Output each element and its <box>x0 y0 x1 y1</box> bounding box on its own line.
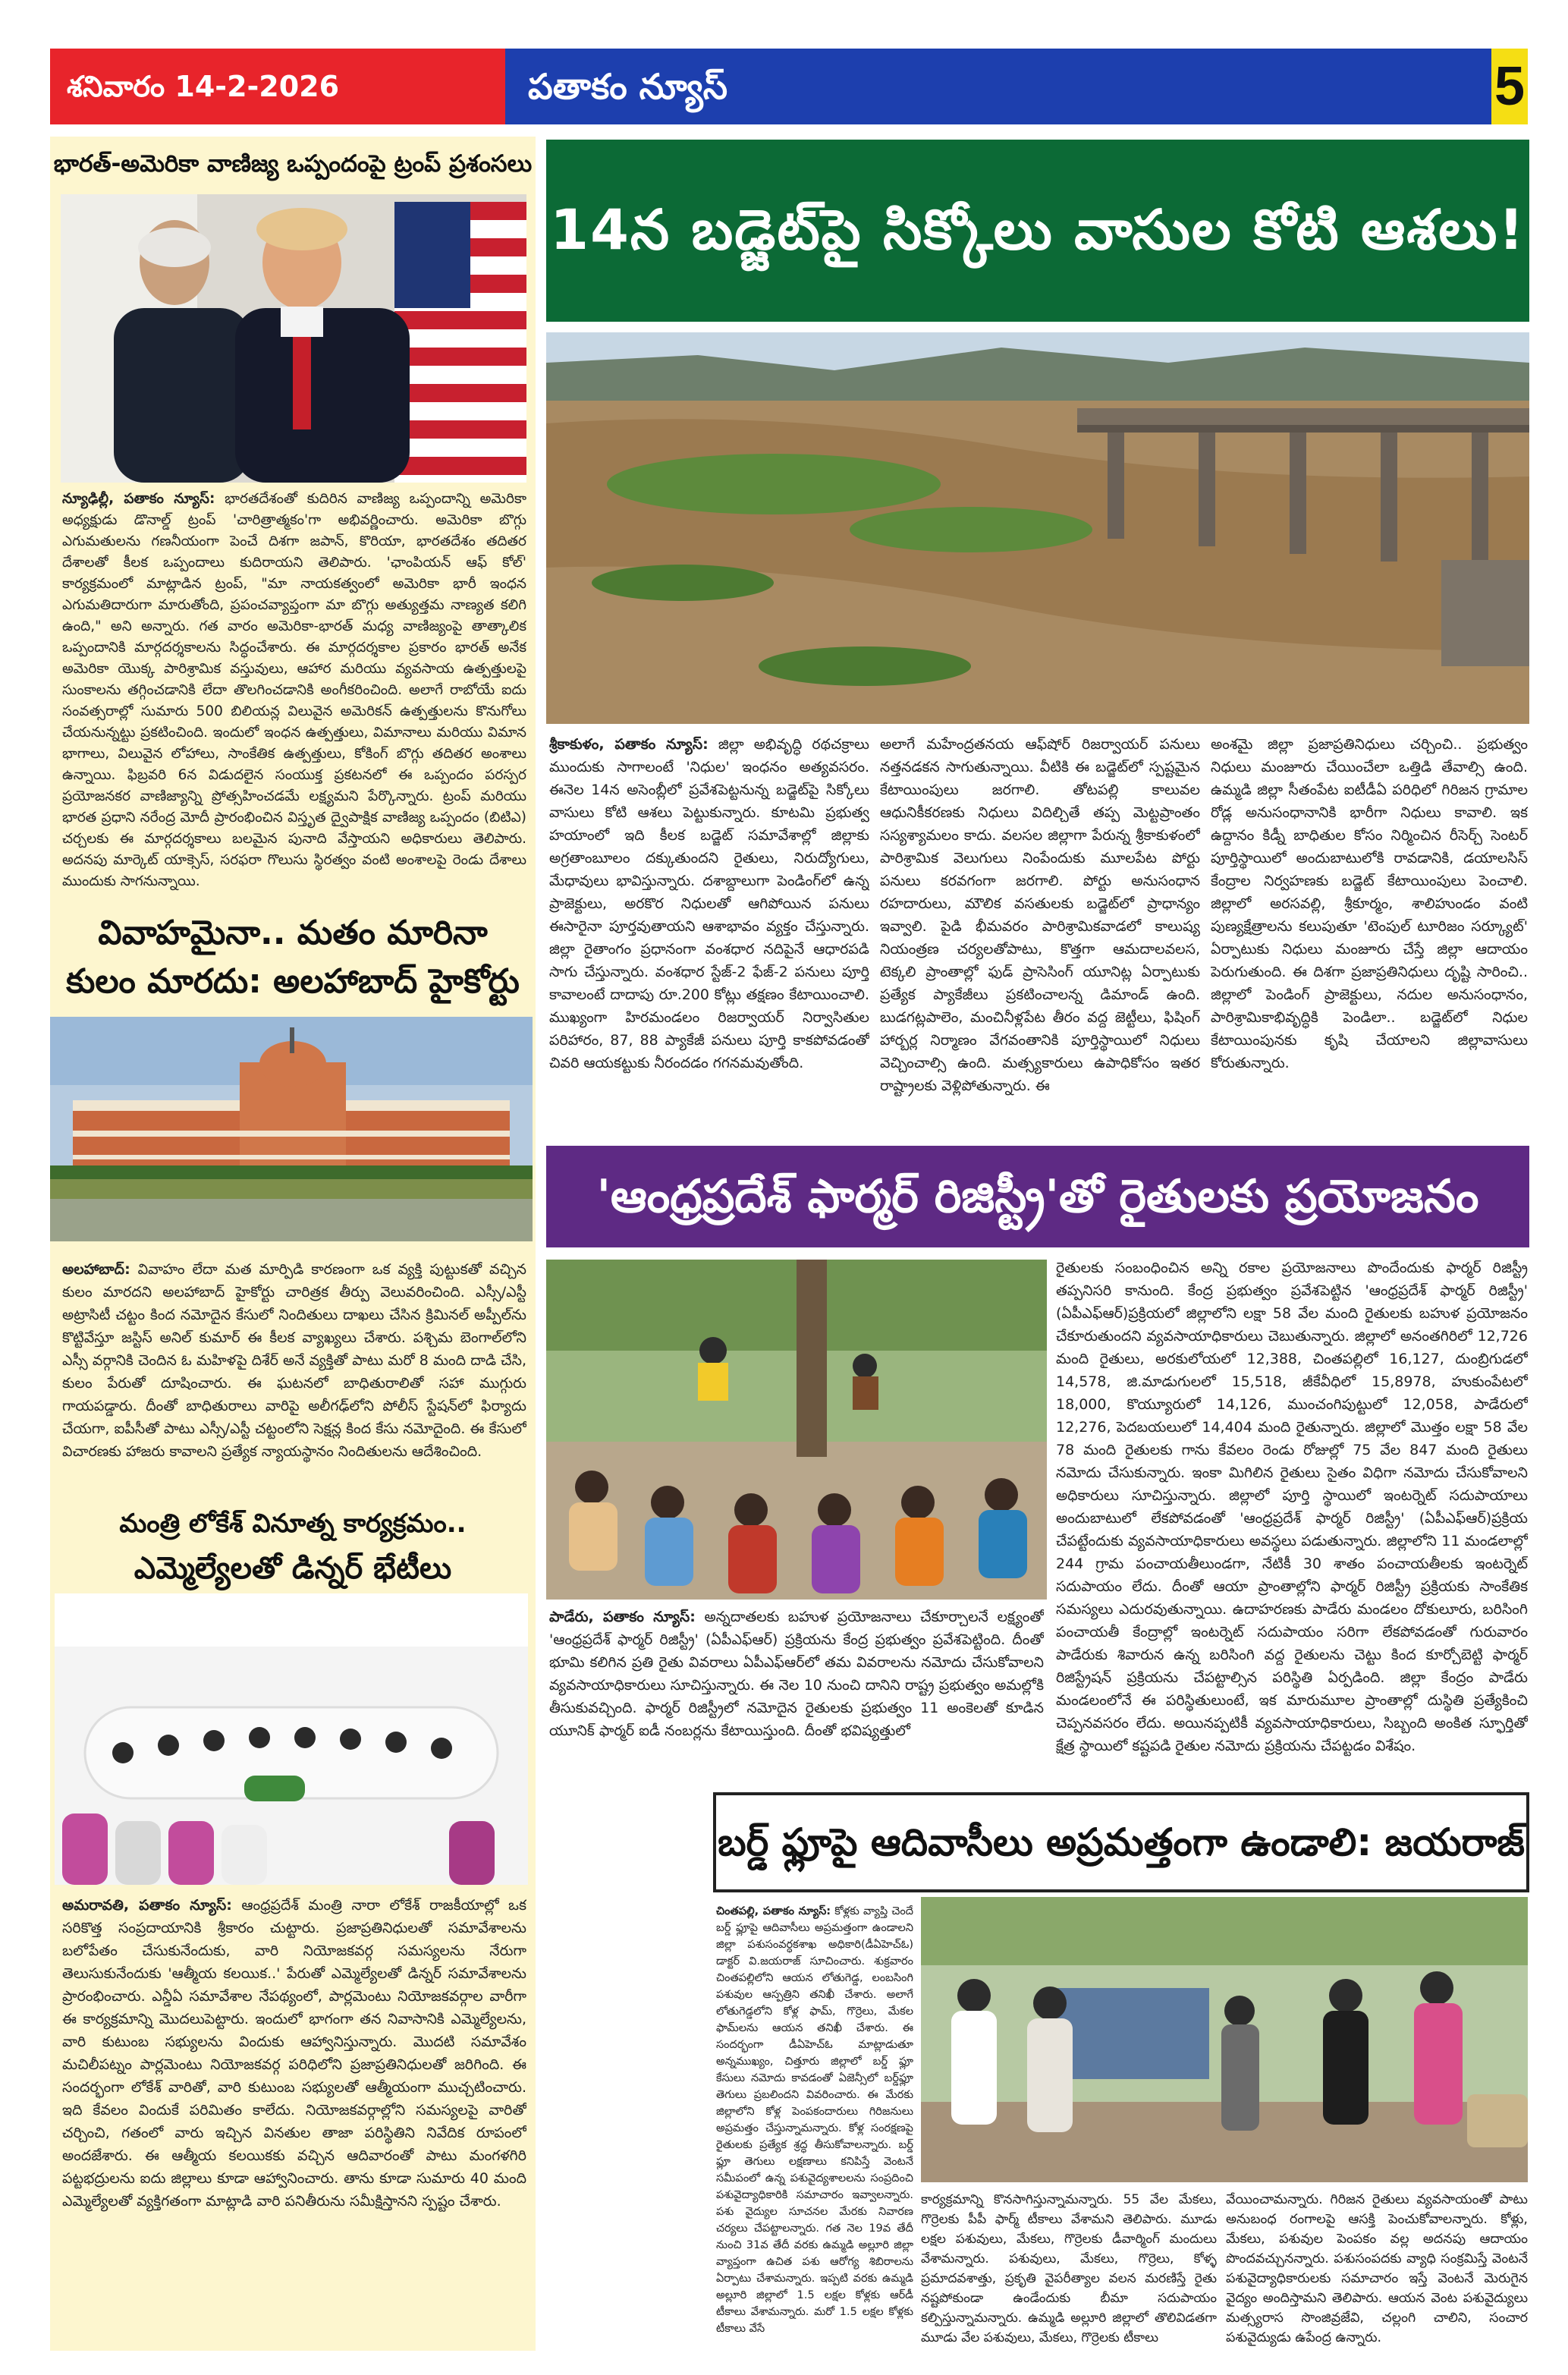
story1-headline: భారత్-అమెరికా వాణిజ్య ఒప్పందంపై ట్రంప్ ప్రశంసలు <box>53 150 533 178</box>
page-number: 5 <box>1491 49 1528 124</box>
farmer-headline: 'ఆంధ్రప్రదేశ్ ఫార్మర్ రిజిస్ట్రీ'తో రైతులకు ప్రయోజనం <box>546 1146 1529 1247</box>
allahabad-high-court-photo <box>50 1017 533 1241</box>
bird-flu-bottom-right <box>1226 2190 1528 2348</box>
story3-headline-line2: ఎమ్మెల్యేలతో డిన్నర్ భేటీలు <box>134 1551 452 1586</box>
bird-flu-headline: బర్డ్ ఫ్లూపై ఆదివాసీలు అప్రమత్తంగా ఉండాలి: జయరాజ్ <box>713 1792 1529 1892</box>
story1-dateline: న్యూఢిల్లీ, పతాకం న్యూస్: <box>62 491 215 507</box>
bird-flu-dateline: చింతపల్లి, పతాకం న్యూస్: <box>716 1905 831 1917</box>
story2-dateline: అలహాబాద్: <box>62 1261 130 1278</box>
story1-body <box>62 489 526 908</box>
story1-text: భారతదేశంతో కుదిరిన వాణిజ్య ఒప్పందాన్ని అమెరికా అధ్యక్షుడు డొనాల్డ్ ట్రంప్ 'చారిత్రాత్మకం'గా అభివర్ణించారు. అమెరికా బొగ్గు ఎగుమతులను గణనీయంగా పెంచే దిశగా జపాన్, కొరియా, భారతదేశం తదితర దేశాలతో కీలక ఒప్పందాలు కుదిరాయని తెలిపారు. 'ఛాంపియన్ ఆఫ్ కోల్' కార్యక్రమంలో మాట్లాడిన ట్రంప్, "మా నాయకత్వంలో అమెరికా భారీ ఇంధన ఎగుమతిదారుగా మారుతోంది, ప్రపంచవ్యాప్తంగా మా బొగ్గు అత్యుత్తమ నాణ్యత కలిగి ఉంది," అని అన్నారు. గత వారం అమెరికా-భారత్ మధ్య వాణిజ్యంపై తాత్కాలిక ఒప్పందానికి మార్గదర్శకాలను సిద్ధంచేశారు. ఈ మార్గదర్శకాల ప్రకారం భారత్ అనేక అమెరికా యొక్క పారిశ్రామిక వస్తువులు, ఆహార మరియు వ్యవసాయ ఉత్పత్తులపై సుంకాలను తగ్గించడానికి లేదా తొలగించడానికి అంగీకరించింది. అలాగే రాబోయే ఐదు సంవత్సరాల్లో సుమారు 500 బిలియన్ల విలువైన అమెరికన్ ఉత్పత్తులను కొనుగోలు చేయనున్నట్టు ప్రకటించింది. ఇందులో ఇంధన ఉత్పత్తులు, విమానాలు మరియు విమాన భాగాలు, విలువైన లోహాలు, సాంకేతిక ఉత్పత్తులు, కోకింగ్ బొగ్గు తదితర అంశాలు ఉన్నాయి. ఫిబ్రవరి 6న విడుదలైన సంయుక్త ప్రకటనలో ఈ ఒప్పందం పరస్పర ప్రయోజనకర వాణిజ్యాన్ని ప్రోత్సహించడమే లక్ష్యమని పేర్కొన్నారు. ట్రంప్ మరియు భారత ప్రధాని నరేంద్ర మోదీ ప్రారంభించిన విస్తృత ద్వైపాక్షిక వాణిజ్య ఒప్పందం (బిటిఎ) చర్చలకు ఈ మార్గదర్శకాలు బలమైన పునాది వేస్తాయని అధికారులు తెలిపారు. అదనపు మార్కెట్ యాక్సెస్, సరఫరా గొలుసు స్థిరత్వం వంటి అంశాలపై రెండు దేశాలు ముందుకు సాగనున్నాయి. <box>62 491 526 889</box>
lead-col3 <box>1211 733 1528 1135</box>
river-dam-photo <box>546 332 1529 724</box>
lead-dateline: శ్రీకాకుళం, పతాకం న్యూస్: <box>549 736 709 753</box>
story2-text: వివాహం లేదా మత మార్పిడి కారణంగా ఒక వ్యక్తి పుట్టుకతో వచ్చిన కులం మారదని అలహాబాద్ హైకోర్టు చారిత్రక తీర్పు వెలువరించింది. ఎస్సీ/ఎస్టీ అట్రాసిటీ చట్టం కింద నమోదైన కేసులో నిందితులు దాఖలు చేసిన క్రిమినల్ అప్పీల్‌ను కొట్టివేస్తూ జస్టిస్ అనిల్ కుమార్ ఈ కీలక వ్యాఖ్యలు చేశారు. పశ్చిమ బెంగాల్‌లోని ఎస్సీ వర్గానికి చెందిన ఓ మహిళపై దిశేర్ అనే వ్యక్తితో పాటు మరో 8 మంది దాడి చేసి, కులం పేరుతో దూషించారు. ఈ ఘటనలో బాధితురాలితో సహా ముగ్గురు గాయపడ్డారు. దీంతో బాధితురాలు వారిపై అలీగఢ్‌లోని పోలీస్ స్టేషన్‌లో ఫిర్యాదు చేయగా, ఐపీసీతో పాటు ఎస్సీ/ఎస్టీ చట్టంలోని సెక్షన్ల కింద కేసు నమోదైంది. ఈ కేసులో విచారణకు హాజరు కావాలని ప్రత్యేక న్యాయస్థానం నిందితులను ఆదేశించింది. <box>62 1261 526 1460</box>
story3-headline-line1: మంత్రి లోకేశ్ వినూత్న కార్యక్రమం.. <box>119 1508 467 1539</box>
lead-col2 <box>880 733 1200 1135</box>
bird-flu-left-text: కోళ్లకు వ్యాప్తి చెందే బర్డ్ ఫ్లూపై ఆదివాసీలు అప్రమత్తంగా ఉండాలని జిల్లా పశుసంవర్ధకశాఖ అధికారి(డీఏహెచ్‌ఓ) డాక్టర్ వి.జయరాజ్ సూచించారు. శుక్రవారం చింతపల్లిలోని ఆయన లోతుగెడ్డ, లంబసింగి పశువుల ఆస్పత్రిని తనిఖీ చేశారు. అలాగే లోతుగెడ్డలోని కోళ్ల ఫామ్, గొర్రెలు, మేకల ఫామ్‌లను ఆయన తనిఖీ చేశారు. ఈ సందర్భంగా డీఏహెచ్‌ఓ మాట్లాడుతూ అన్నముఖ్యం, చిత్తూరు జిల్లాలో బర్డ్ ఫ్లూ కేసులు నమోదు కావడంతో ఏజెన్సీలో బర్డ్‌ఫ్లూ తెగులు ప్రబలిందని వివరించారు. ఈ మేరకు జిల్లాలోని కోళ్ల పెంపకందారులు గిరిజనులు అప్రమత్తం చేస్తున్నామన్నారు. కోళ్ల సంరక్షణపై రైతులకు ప్రత్యేక శ్రద్ధ తీసుకోవాలన్నారు. బర్డ్ ఫ్లూ తెగులు లక్షణాలు కనిపిస్తే వెంటనే సమీపంలో ఉన్న పశువైద్యశాలలను సంప్రదించి పశువైద్యాధికారికి సమాచారం ఇవ్వాలన్నారు. పశు వైద్యుల సూచనల మేరకు నివారణ చర్యలు చేపట్టాలన్నారు. గత నెల 19వ తేదీ నుంచి 31వ తేదీ వరకు ఉమ్మడి అల్లూరి జిల్లా వ్యాప్తంగా ఉచిత పశు ఆరోగ్య శిబిరాలను ఏర్పాటు చేశామన్నారు. ఇప్పటి వరకు ఉమ్మడి అల్లూరి జిల్లాలో 1.5 లక్షల కోళ్లకు ఆర్‌డీ టీకాలు వేశామన్నారు. మరో 1.5 లక్షల కోళ్లకు టీకాలు వేసే <box>716 1905 913 2335</box>
bird-flu-left-body <box>716 1903 913 2348</box>
story2-headline-line1: వివాహమైనా.. మతం మారినా <box>98 914 488 952</box>
lead-headline: 14న బడ్జెట్‌పై సిక్కోలు వాసుల కోటి ఆశలు! <box>546 140 1529 322</box>
lead-col1 <box>549 733 869 1135</box>
lead-col2-text: అలాగే మహేంద్రతనయ ఆఫ్‌షోర్ రిజర్వాయర్ పనులు నత్తనడకన సాగుతున్నాయి. వీటికి ఈ బడ్జెట్‌లో స్పష్టమైన కేటాయింపులు జరగాలి. తోటపల్లి కాలువల ఆధునికీకరణకు నిధులు విదిల్చితే తప్ప మెట్టప్రాంతం సస్యశ్యామలం కాదు. వలసల జిల్లాగా పేరున్న శ్రీకాకుళంలో పారిశ్రామిక వెలుగులు నింపేందుకు మూలపేట పోర్టు పనులు కరవగంగా జరగాలి. పోర్టు అనుసంధాన రహదారులు, మౌలిక వసతులకు బడ్జెట్‌లో ప్రాధాన్యం ఇవ్వాలి. పైడి భీమవరం పారిశ్రామికవాడలో కాలుష్య నియంత్రణ చర్యలతోపాటు, కొత్తగా ఆమదాలవలస, టెక్కలి ప్రాంతాల్లో ఫుడ్ ప్రాసెసింగ్ యూనిట్ల ఏర్పాటుకు ప్రత్యేక ప్యాకేజీలు ప్రకటించాలన్న డిమాండ్ ఉంది. బుడగట్లపాలెం, మంచినీళ్లపేట తీరం వద్ద జెట్టీలు, ఫిషింగ్ హార్బర్ల నిర్మాణం వేగవంతానికి పూర్తిస్థాయిలో నిధులు వెచ్చించాల్సి ఉంది. మత్స్యకారులు ఉపాధికోసం ఇతర రాష్ట్రాలకు వెళ్లిపోతున్నారు. ఈ <box>880 736 1200 1094</box>
farmers-meeting-photo <box>546 1260 1047 1600</box>
lead-col3-text: అంశమై జిల్లా ప్రజాప్రతినిధులు చర్చించి.. ప్రభుత్వం నిధులు మంజూరు చేయించేలా ఒత్తిడి తేవాల్సి ఉంది. ఉమ్మడి జిల్లా సీతంపేట ఐటీడీఏ పరిధిలో గిరిజన గ్రామాల రోడ్ల అనుసంధానానికి భారీగా నిధులు కావాలి. ఇక ఉద్దానం కిడ్నీ బాధితుల కోసం నిర్మించిన రీసెర్చ్ సెంటర్ పూర్తిస్థాయిలో అందుబాటులోకి రావడానికి, డయాలసిస్ కేంద్రాల నిర్వహణకు బడ్జెట్ కేటాయింపులు పెంచాలి. జిల్లాలో అరసవల్లి, శ్రీకూర్మం, శాలిహుండం వంటి పుణ్యక్షేత్రాలను కలుపుతూ 'టెంపుల్ టూరిజం సర్క్యూట్' ఏర్పాటుకు నిధులు మంజూరు చేస్తే జిల్లా ఆదాయం పెరుగుతుంది. ఈ దిశగా ప్రజాప్రతినిధులు దృష్టి సారించి.. జిల్లాలో పెండింగ్ ప్రాజెక్టులు, నదుల అనుసంధానం, పారిశ్రామికాభివృద్ధికి పెండిలా.. బడ్జెట్‌లో నిధుల కేటాయింపునకు కృషి చేయాలని జిల్లావాసులు కోరుతున్నారు. <box>1211 736 1528 1071</box>
lokesh-dinner-meeting-photo <box>55 1593 528 1885</box>
lead-col1-text: జిల్లా అభివృద్ధి రథచక్రాలు ముందుకు సాగాలంటే 'నిధుల' ఇంధనం అత్యవసరం. ఈనెల 14న అసెంబ్లీలో ప్రవేశపెట్టనున్న బడ్జెట్‌పై సిక్కోలు వాసులు కోటి ఆశలు పెట్టుకున్నారు. కూటమి ప్రభుత్వ హయాంలో ఇది కీలక బడ్జెట్ సమావేశాల్లో జిల్లాకు అగ్రతాంబూలం దక్కుతుందని రైతులు, నిరుద్యోగులు, మేధావులు భావిస్తున్నారు. దశాబ్దాలుగా పెండింగ్‌లో ఉన్న ప్రాజెక్టులు, అరకొర నిధులతో ఆగిపోయిన పనులు ఈసారైనా పూర్తవుతాయని ఆశాభావం వ్యక్తం చేస్తున్నారు. జిల్లా రైతాంగం ప్రధానంగా వంశధార నదిపైనే ఆధారపడి సాగు చేస్తున్నారు. వంశధార స్టేజ్-2 ఫేజ్-2 పనులు పూర్తి కావాలంటే దాదాపు రూ.200 కోట్లు తక్షణం కేటాయించాలి. ముఖ్యంగా హిరమండలం రిజర్వాయర్ నిర్వాసితుల పరిహారం, 87, 88 ప్యాకేజీ పనులు పూర్తి కాకపోవడంతో చివరి ఆయకట్టుకు నీరందడం గగనమవుతోంది. <box>549 736 869 1071</box>
masthead-date: శనివారం 14-2-2026 <box>50 49 505 124</box>
farmer-left-text: అన్నదాతలకు బహుళ ప్రయోజనాలు చేకూర్చాలనే లక్ష్యంతో 'ఆంధ్రప్రదేశ్ ఫార్మర్ రిజిస్ట్రీ' (ఏపీఎఫ్‌ఆర్) ప్రక్రియను కేంద్ర ప్రభుత్వం ప్రవేశపెట్టింది. దీంతో భూమి కలిగిన ప్రతి రైతు వివరాలు ఏపీఎఫ్‌ఆర్‌లో తమ వివరాలను నమోదు చేసుకోవాలని వ్యవసాయాధికారులు సూచిస్తున్నారు. ఈ నెల 10 నుంచి దానిని రాష్ట్ర ప్రభుత్వం అమల్లోకి తీసుకువచ్చింది. ఫార్మర్ రిజిస్ట్రీలో నమోదైన రైతులకు ప్రభుత్వం 11 అంకెలతో కూడిన యూనిక్ ఫార్మర్ ఐడీ నంబర్లను కేటాయిస్తుంది. దీంతో భవిష్యత్తులో <box>549 1609 1044 1739</box>
farmer-left-body <box>549 1606 1044 1776</box>
bird-flu-inspection-photo <box>921 1897 1528 2182</box>
farmer-right-text: రైతులకు సంబంధించిన అన్ని రకాల ప్రయోజనాలు పొందేందుకు ఫార్మర్ రిజిస్ట్రీ తప్పనిసరి కానుంది. కేంద్ర ప్రభుత్వం ప్రవేశపెట్టిన 'ఆంధ్రప్రదేశ్ ఫార్మర్ రిజిస్ట్రీ' (ఏపీఎఫ్‌ఆర్)ప్రక్రియలో జిల్లాలోని లక్షా 58 వేల మంది రైతులకు బహుళ ప్రయోజనం చేకూరుతుందని వ్యవసాయాధికారులు చెబుతున్నారు. జిల్లాలో అనంతగిరిలో 12,726 మంది రైతులు, అరకులోయలో 12,388, చింతపల్లిలో 16,127, దుంబ్రిగుడలో 14,578, జి.మాడుగులలో 15,518, జీకేవీధిలో 15,8978, హుకుంపేటలో 18,000, కొయ్యూరులో 14,126, ముంచంగిపుట్టులో 12,058, పాడేరులో 12,276, పెదబయలులో 14,404 మంది రైతున్నారు. జిల్లాలో మొత్తం లక్షా 58 వేల 78 మంది రైతులకు గాను కేవలం రెండు రోజుల్లో 75 వేల 847 మంది రైతులు నమోదు చేసుకున్నారు. ఇంకా మిగిలిన రైతులు సైతం విధిగా నమోదు చేసుకోవాలని అధికారులు సూచిస్తున్నారు. జిల్లాలో పూర్తి స్థాయిలో ఇంటర్నెట్ సదుపాయాలు అందుబాటులో లేకపోవడంతో 'ఆంధ్రప్రదేశ్ ఫార్మర్ రిజిస్ట్రీ' (ఏపీఎఫ్‌ఆర్)ప్రక్రియ చేపట్టేందుకు వ్యవసాయాధికారులు అవస్థలు పడుతున్నారు. జిల్లాలోని 11 మండలాల్లో 244 గ్రామ పంచాయతీలుండగా, నేటికీ 30 శాతం పంచాయతీలకు ఇంటర్నెట్ సదుపాయం లేదు. దీంతో ఆయా ప్రాంతాల్లోని ఫార్మర్ రిజిస్ట్రీ ప్రక్రియకు సాంకేతిక సమస్యలు ఎదురవుతున్నాయి. ఉదాహరణకు పాడేరు మండలం దోకులూరు, బరిసింగి పంచాయతీ కేంద్రాల్లో ఇంటర్నెట్ సదుపాయం సరిగా లేకపోవడంతో గురువారం పాడేరుకు శివారున ఉన్న బరిసింగి వద్ద రైతులను చెట్టు కింద కూర్చోబెట్టి ఫార్మర్ రిజిస్ట్రేషన్ ప్రక్రియను చేపట్టాల్సిన పరిస్థితి ఏర్పడింది. జిల్లా కేంద్రం పాడేరు మండలంలోనే ఈ పరిస్థితులుంటే, ఇక మారుమూల ప్రాంతాల్లో దుస్థితి ప్రత్యేకించి చెప్పనవసరం లేదు. అయినప్పటికీ వ్యవసాయాధికారులు, సిబ్బంది అంకిత స్ఫూర్తితో క్షేత్ర స్థాయిలో కష్టపడి రైతుల నమోదు ప్రక్రియను చేపట్టడం విశేషం. <box>1056 1260 1528 1754</box>
farmer-dateline: పాడేరు, పతాకం న్యూస్: <box>549 1609 696 1625</box>
story2-body <box>62 1258 526 1495</box>
bird-flu-bottom-right-text: వేయించామన్నారు. గిరిజన రైతులు వ్యవసాయంతో పాటు అనుబంధ రంగాలపై ఆసక్తి పెంచుకోవాలన్నారు. కోళ్లు, మేకలు, పశువుల పెంపకం వల్ల అదనపు ఆదాయం పొందవచ్చునన్నారు. పశుసంపదకు వ్యాధి సంక్రమిస్తే వెంటనే పశువైద్యాధికారులకు సమాచారం ఇస్తే వెంటనే మెరుగైన వైద్యం అందిస్తామని తెలిపారు. ఆయన వెంట పశువైద్యులు మత్స్యరాస సొంజివ్రజేవి, చల్లంగి చాలిని, సంచార పశువైద్యుడు ఉపేంద్ర ఉన్నారు. <box>1226 2192 1528 2345</box>
farmer-right-body <box>1056 1257 1528 1780</box>
story2-headline-line2: కులం మారదు: అలహాబాద్ హైకోర్టు <box>66 962 520 1001</box>
bird-flu-bottom-mid <box>921 2190 1217 2348</box>
masthead-paper-name: పతాకం న్యూస్ <box>505 49 1491 124</box>
story3-text: ఆంధ్రప్రదేశ్ మంత్రి నారా లోకేశ్ రాజకీయాల్లో ఒక సరికొత్త సంప్రదాయానికి శ్రీకారం చుట్టారు. ప్రజాప్రతినిధులతో సమావేశాలను బలోపేతం చేసుకునేందుకు, వారి నియోజకవర్గ సమస్యలను నేరుగా తెలుసుకునేందుకు 'ఆత్మీయ కలయిక..' పేరుతో ఎమ్మెల్యేలతో డిన్నర్ సమావేశాలను ప్రారంభించారు. ఎన్డీఏ సమావేశాల నేపథ్యంలో, పార్లమెంటు నియోజకవర్గాల వారీగా ఈ కార్యక్రమాన్ని మొదలుపెట్టారు. ఇందులో భాగంగా తన నివాసానికి ఎమ్మెల్యేలను, వారి కుటుంబ సభ్యులను విందుకు ఆహ్వానిస్తున్నారు. మొదటి సమావేశం మచిలీపట్నం పార్లమెంటు నియోజకవర్గ పరిధిలోని ప్రజాప్రతినిధులతో జరిగింది. ఈ సందర్భంగా లోకేశ్ వారితో, వారి కుటుంబ సభ్యులతో ఆత్మీయంగా ముచ్చటించారు. ఇది కేవలం విందుకే పరిమితం కాలేదు. నియోజకవర్గాల్లోని సమస్యలపై వారితో చర్చించి, గతంలో వారు ఇచ్చిన వినతుల తాజా పరిస్థితిని నివేదిక రూపంలో అందజేశారు. ఈ ఆత్మీయ కలయికకు వచ్చిన ఆదివారంతో పాటు మంగళగిరి పట్టభద్రులను ఐదు జిల్లాలు కూడా ఆహ్వానించారు. తాను కూడా సుమారు 40 మంది ఎమ్మెల్యేలతో వ్యక్తిగతంగా మాట్లాడి వారి పనితీరును సమీక్షిస్తానని స్పష్టం చేశారు. <box>62 1897 526 2210</box>
story3-body <box>62 1894 526 2348</box>
bird-flu-bottom-mid-text: కార్యక్రమాన్ని కొనసాగిస్తున్నామన్నారు. 55 వేల మేకలు, గొర్రెలకు పీపీ ఫార్మ్ టీకాలు వేశామని తెలిపారు. మూడు లక్షల పశువులు, మేకలు, గొర్రెలకు డీవార్మింగ్ మందులు వేశామన్నారు. పశువులు, మేకలు, గొర్రెలు, కోళ్ళ ప్రమాదవశాత్తు, ప్రకృతి వైపరీత్యాల వలన మరణిస్తే రైతు నష్టపోకుండా ఉండేందుకు బీమా సదుపాయం కల్పిస్తున్నామన్నారు. ఉమ్మడి అల్లూరి జిల్లాలో తొలివిడతగా మూడు వేల పశువులు, మేకలు, గొర్రెలకు టీకాలు <box>921 2192 1217 2345</box>
story3-dateline: అమరావతి, పతాకం న్యూస్: <box>62 1897 232 1914</box>
trump-modi-photo <box>61 194 526 483</box>
